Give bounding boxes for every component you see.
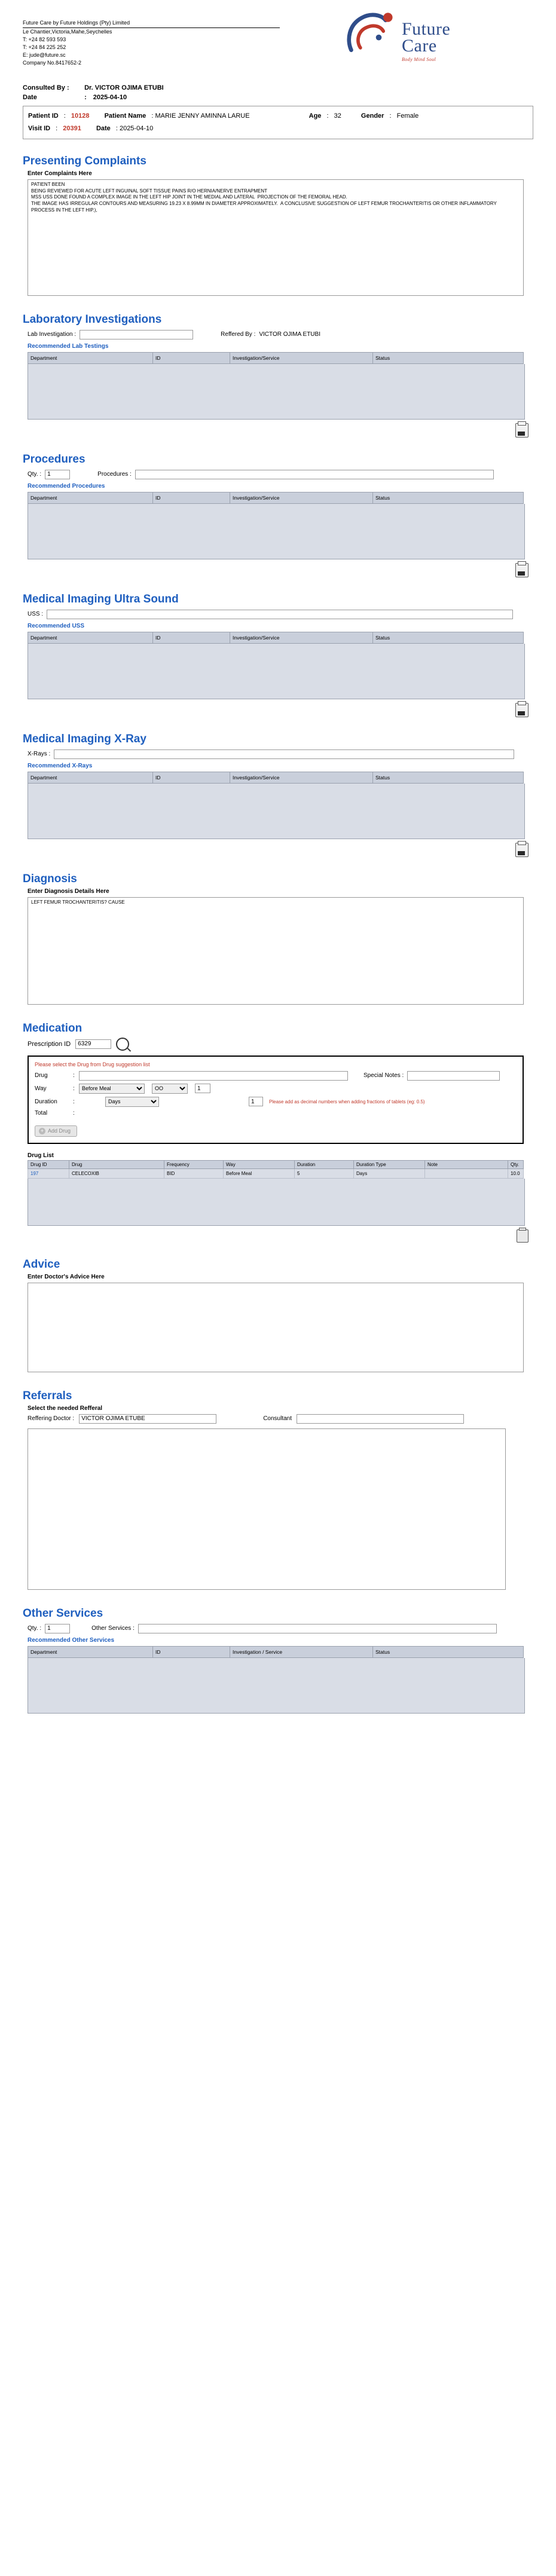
drug-col-drug: Drug — [69, 1160, 164, 1168]
clinic-address-block — [23, 11, 304, 67]
other-services-qty-label: Qty. : — [28, 1625, 42, 1632]
patient-info-row-1 — [28, 110, 528, 123]
drug-label: Drug — [35, 1072, 48, 1079]
procedures-input[interactable] — [135, 470, 494, 479]
referred-by-value: VICTOR OJIMA ETUBI — [259, 331, 320, 338]
uss-col-service: Investigation/Service — [230, 632, 373, 643]
recommended-lab-label: Recommended Lab Testings — [28, 342, 109, 350]
way-select[interactable] — [79, 1084, 145, 1094]
uss-table-body — [28, 644, 525, 699]
lab-investigation-input[interactable] — [80, 330, 193, 339]
visit-id-colon: : — [56, 124, 58, 132]
consult-date-colon: : — [84, 94, 87, 101]
xray-table-header-row — [28, 772, 524, 783]
page-header — [0, 0, 556, 78]
logo-word-future: Future — [402, 19, 451, 39]
uss-table-header-row — [28, 632, 524, 643]
plus-icon: + — [39, 1128, 45, 1134]
prescription-id-input[interactable] — [75, 1039, 111, 1049]
visit-id-label: Visit ID — [28, 124, 51, 132]
os-col-id: ID — [153, 1646, 230, 1657]
xray-table — [28, 772, 524, 784]
drug-col-duration: Duration — [295, 1160, 354, 1168]
other-services-label: Other Services : — [91, 1625, 135, 1632]
xray-table-body — [28, 784, 525, 839]
prescription-id-row — [28, 1038, 533, 1051]
clinic-name: Future Care by Future Holdings (Pty) Limited — [23, 19, 280, 28]
consultant-label: Consultant — [263, 1415, 292, 1422]
clinic-company-no: Company No.8417652-2 — [23, 60, 82, 66]
drug-row-way: Before Meal — [224, 1168, 295, 1178]
section-title-advice: Advice — [23, 1258, 60, 1271]
consult-date-label: Date — [23, 94, 37, 101]
duration-label: Duration — [35, 1098, 57, 1105]
visit-date-value: : 2025-04-10 — [115, 124, 154, 132]
clinic-email: E: jude@future.sc — [23, 52, 66, 59]
referrals-subtitle: Select the needed Refferal — [28, 1405, 103, 1412]
consulting-doctor-name: Dr. VICTOR OJIMA ETUBI — [84, 84, 164, 91]
search-icon[interactable] — [116, 1038, 129, 1051]
duration-type-select[interactable] — [105, 1097, 159, 1107]
xray-label: X-Rays : — [28, 751, 51, 758]
medication-warning-text: Please select the Drug from Drug suggestion list — [35, 1061, 150, 1067]
procedures-qty-label: Qty. : — [28, 471, 42, 478]
drug-row-frequency: BID — [164, 1168, 224, 1178]
drug-input[interactable] — [79, 1071, 348, 1081]
referring-doctor-label: Reffering Doctor : — [28, 1415, 75, 1422]
lab-col-id: ID — [153, 352, 230, 363]
special-notes-input[interactable] — [407, 1071, 500, 1081]
way-row — [35, 1084, 517, 1094]
uss-col-status: Status — [373, 632, 524, 643]
procedures-table-body — [28, 504, 525, 559]
way-colon: : — [73, 1085, 75, 1092]
table-row[interactable] — [28, 1168, 524, 1178]
future-care-logo-icon — [343, 12, 401, 54]
diagnosis-subtitle: Enter Diagnosis Details Here — [28, 888, 109, 895]
duration-row — [35, 1097, 517, 1107]
drug-col-id: Drug ID — [28, 1160, 69, 1168]
age-label: Age — [308, 112, 322, 120]
clinic-address: Le Chantier,Victoria,Mahe,Seychelles — [23, 29, 112, 35]
advice-subtitle: Enter Doctor's Advice Here — [28, 1273, 105, 1280]
section-title-referrals: Referrals — [23, 1389, 72, 1402]
patient-id-label: Patient ID — [28, 112, 59, 120]
other-services-input[interactable] — [138, 1624, 497, 1633]
xray-col-status: Status — [373, 772, 524, 783]
patient-id-value: 10128 — [71, 112, 90, 120]
lab-results-table — [28, 352, 524, 364]
xray-col-id: ID — [153, 772, 230, 783]
clinic-tel-1: T: +24 82 593 593 — [23, 36, 66, 43]
visit-date-label: Date — [96, 124, 111, 132]
duration-number-input[interactable] — [249, 1097, 263, 1106]
uss-col-department: Department — [28, 632, 153, 643]
lab-col-service: Investigation/Service — [230, 352, 373, 363]
gender-label: Gender — [361, 112, 384, 120]
complaints-textarea[interactable] — [28, 179, 524, 296]
other-services-header-row — [28, 1646, 524, 1657]
section-title-uss: Medical Imaging Ultra Sound — [23, 592, 179, 605]
duration-note: Please add as decimal numbers when adding fractions of tablets (eg: 0.5) — [269, 1099, 425, 1105]
section-title-laboratory: Laboratory Investigations — [23, 313, 162, 326]
xray-col-department: Department — [28, 772, 153, 783]
drug-row-qty: 10.0 — [508, 1168, 524, 1178]
medication-entry-panel — [28, 1056, 524, 1144]
drug-colon: : — [73, 1072, 75, 1079]
delete-icon-medication[interactable] — [517, 1229, 528, 1243]
other-services-qty-input[interactable] — [45, 1624, 70, 1633]
section-title-medication: Medication — [23, 1021, 83, 1035]
referral-notes-textarea[interactable] — [28, 1428, 506, 1590]
patient-name-value: : MARIE JENNY AMINNA LARUE — [151, 112, 250, 120]
gender-colon: : — [389, 112, 392, 120]
patient-name-label: Patient Name — [104, 112, 146, 120]
drug-row-duration: 5 — [295, 1168, 354, 1178]
print-icon-xray[interactable] — [515, 843, 528, 857]
print-icon-uss[interactable] — [515, 703, 528, 717]
patient-info-bar — [23, 106, 533, 139]
drug-col-way: Way — [224, 1160, 295, 1168]
drug-col-qty: Qty. — [508, 1160, 524, 1168]
os-col-status: Status — [373, 1646, 524, 1657]
logo-area — [304, 11, 538, 74]
proc-col-service: Investigation/Service — [230, 492, 373, 503]
consult-date-value: 2025-04-10 — [93, 94, 127, 101]
gender-value: Female — [396, 112, 419, 120]
recommended-uss-label: Recommended USS — [28, 622, 85, 629]
advice-textarea[interactable] — [28, 1283, 524, 1372]
procedures-qty-input[interactable] — [45, 470, 70, 479]
diagnosis-textarea[interactable] — [28, 897, 524, 1005]
drug-list-header-row — [28, 1160, 524, 1168]
recommended-other-services-label: Recommended Other Services — [28, 1636, 115, 1644]
total-colon: : — [73, 1109, 75, 1116]
dose-qty-input[interactable] — [195, 1084, 210, 1093]
way-label: Way — [35, 1085, 47, 1092]
procedures-label: Procedures : — [97, 471, 132, 478]
drug-list-table — [28, 1160, 524, 1179]
drug-col-note: Note — [425, 1160, 508, 1168]
patient-info-row-2 — [28, 123, 528, 135]
section-title-complaints: Presenting Complaints — [23, 154, 146, 167]
lab-col-department: Department — [28, 352, 153, 363]
visit-id-value: 20391 — [63, 124, 81, 132]
logo-word-care: Care — [402, 36, 437, 56]
add-drug-label: Add Drug — [48, 1128, 71, 1134]
other-services-table-body — [28, 1658, 525, 1714]
proc-col-department: Department — [28, 492, 153, 503]
os-col-department: Department — [28, 1646, 153, 1657]
referring-doctor-input[interactable] — [79, 1414, 216, 1424]
lab-investigation-label: Lab Investigation : — [28, 331, 77, 338]
print-icon-procedures[interactable] — [515, 563, 528, 577]
proc-col-id: ID — [153, 492, 230, 503]
procedures-table — [28, 492, 524, 504]
logo-text — [402, 20, 450, 62]
section-title-diagnosis: Diagnosis — [23, 872, 77, 885]
referred-by-label: Reffered By : — [221, 331, 256, 338]
prescription-id-label: Prescription ID — [28, 1040, 71, 1048]
drug-list-title: Drug List — [28, 1152, 54, 1159]
special-notes-label: Special Notes : — [363, 1072, 404, 1079]
os-col-service: Investigation / Service — [230, 1646, 373, 1657]
drug-row — [35, 1071, 517, 1081]
clinic-tel-2: T: +24 84 225 252 — [23, 44, 66, 51]
recommended-procedures-label: Recommended Procedures — [28, 482, 105, 489]
uss-label: USS : — [28, 611, 44, 618]
duration-colon: : — [73, 1098, 75, 1105]
age-value: 32 — [334, 112, 341, 120]
procedures-table-header-row — [28, 492, 524, 503]
uss-table — [28, 632, 524, 644]
recommended-xray-label: Recommended X-Rays — [28, 762, 93, 769]
logo-tagline: Body Mind Soul — [402, 57, 436, 62]
other-services-table — [28, 1646, 524, 1658]
drug-row-id[interactable]: 197 — [28, 1168, 69, 1178]
frequency-select[interactable] — [152, 1084, 188, 1094]
section-title-procedures: Procedures — [23, 452, 85, 466]
print-icon-lab[interactable] — [515, 423, 528, 438]
total-row — [35, 1110, 517, 1116]
complaints-subtitle: Enter Complaints Here — [28, 170, 92, 177]
section-title-other-services: Other Services — [23, 1607, 103, 1620]
patient-id-colon: : — [63, 112, 66, 120]
xray-col-service: Investigation/Service — [230, 772, 373, 783]
uss-col-id: ID — [153, 632, 230, 643]
add-drug-button[interactable] — [35, 1125, 77, 1137]
drug-col-frequency: Frequency — [164, 1160, 224, 1168]
consult-date-row — [23, 94, 533, 101]
xray-input[interactable] — [54, 749, 514, 759]
consultation-info — [0, 78, 556, 101]
drug-row-name: CELECOXIB — [69, 1168, 164, 1178]
referring-doctor-row — [28, 1414, 533, 1424]
lab-col-status: Status — [373, 352, 524, 363]
uss-input[interactable] — [47, 610, 513, 619]
total-label: Total — [35, 1109, 48, 1116]
lab-table-header-row — [28, 352, 524, 363]
drug-row-duration-type: Days — [354, 1168, 425, 1178]
consulted-by-label: Consulted By : — [23, 84, 69, 91]
drug-row-note — [425, 1168, 508, 1178]
drug-col-duration-type: Duration Type — [354, 1160, 425, 1168]
age-colon: : — [326, 112, 329, 120]
section-title-xray: Medical Imaging X-Ray — [23, 732, 146, 745]
drug-list-empty-area — [28, 1179, 525, 1226]
consultant-input[interactable] — [297, 1414, 464, 1424]
proc-col-status: Status — [373, 492, 524, 503]
consulted-by-row — [23, 84, 533, 91]
lab-table-body — [28, 364, 525, 420]
